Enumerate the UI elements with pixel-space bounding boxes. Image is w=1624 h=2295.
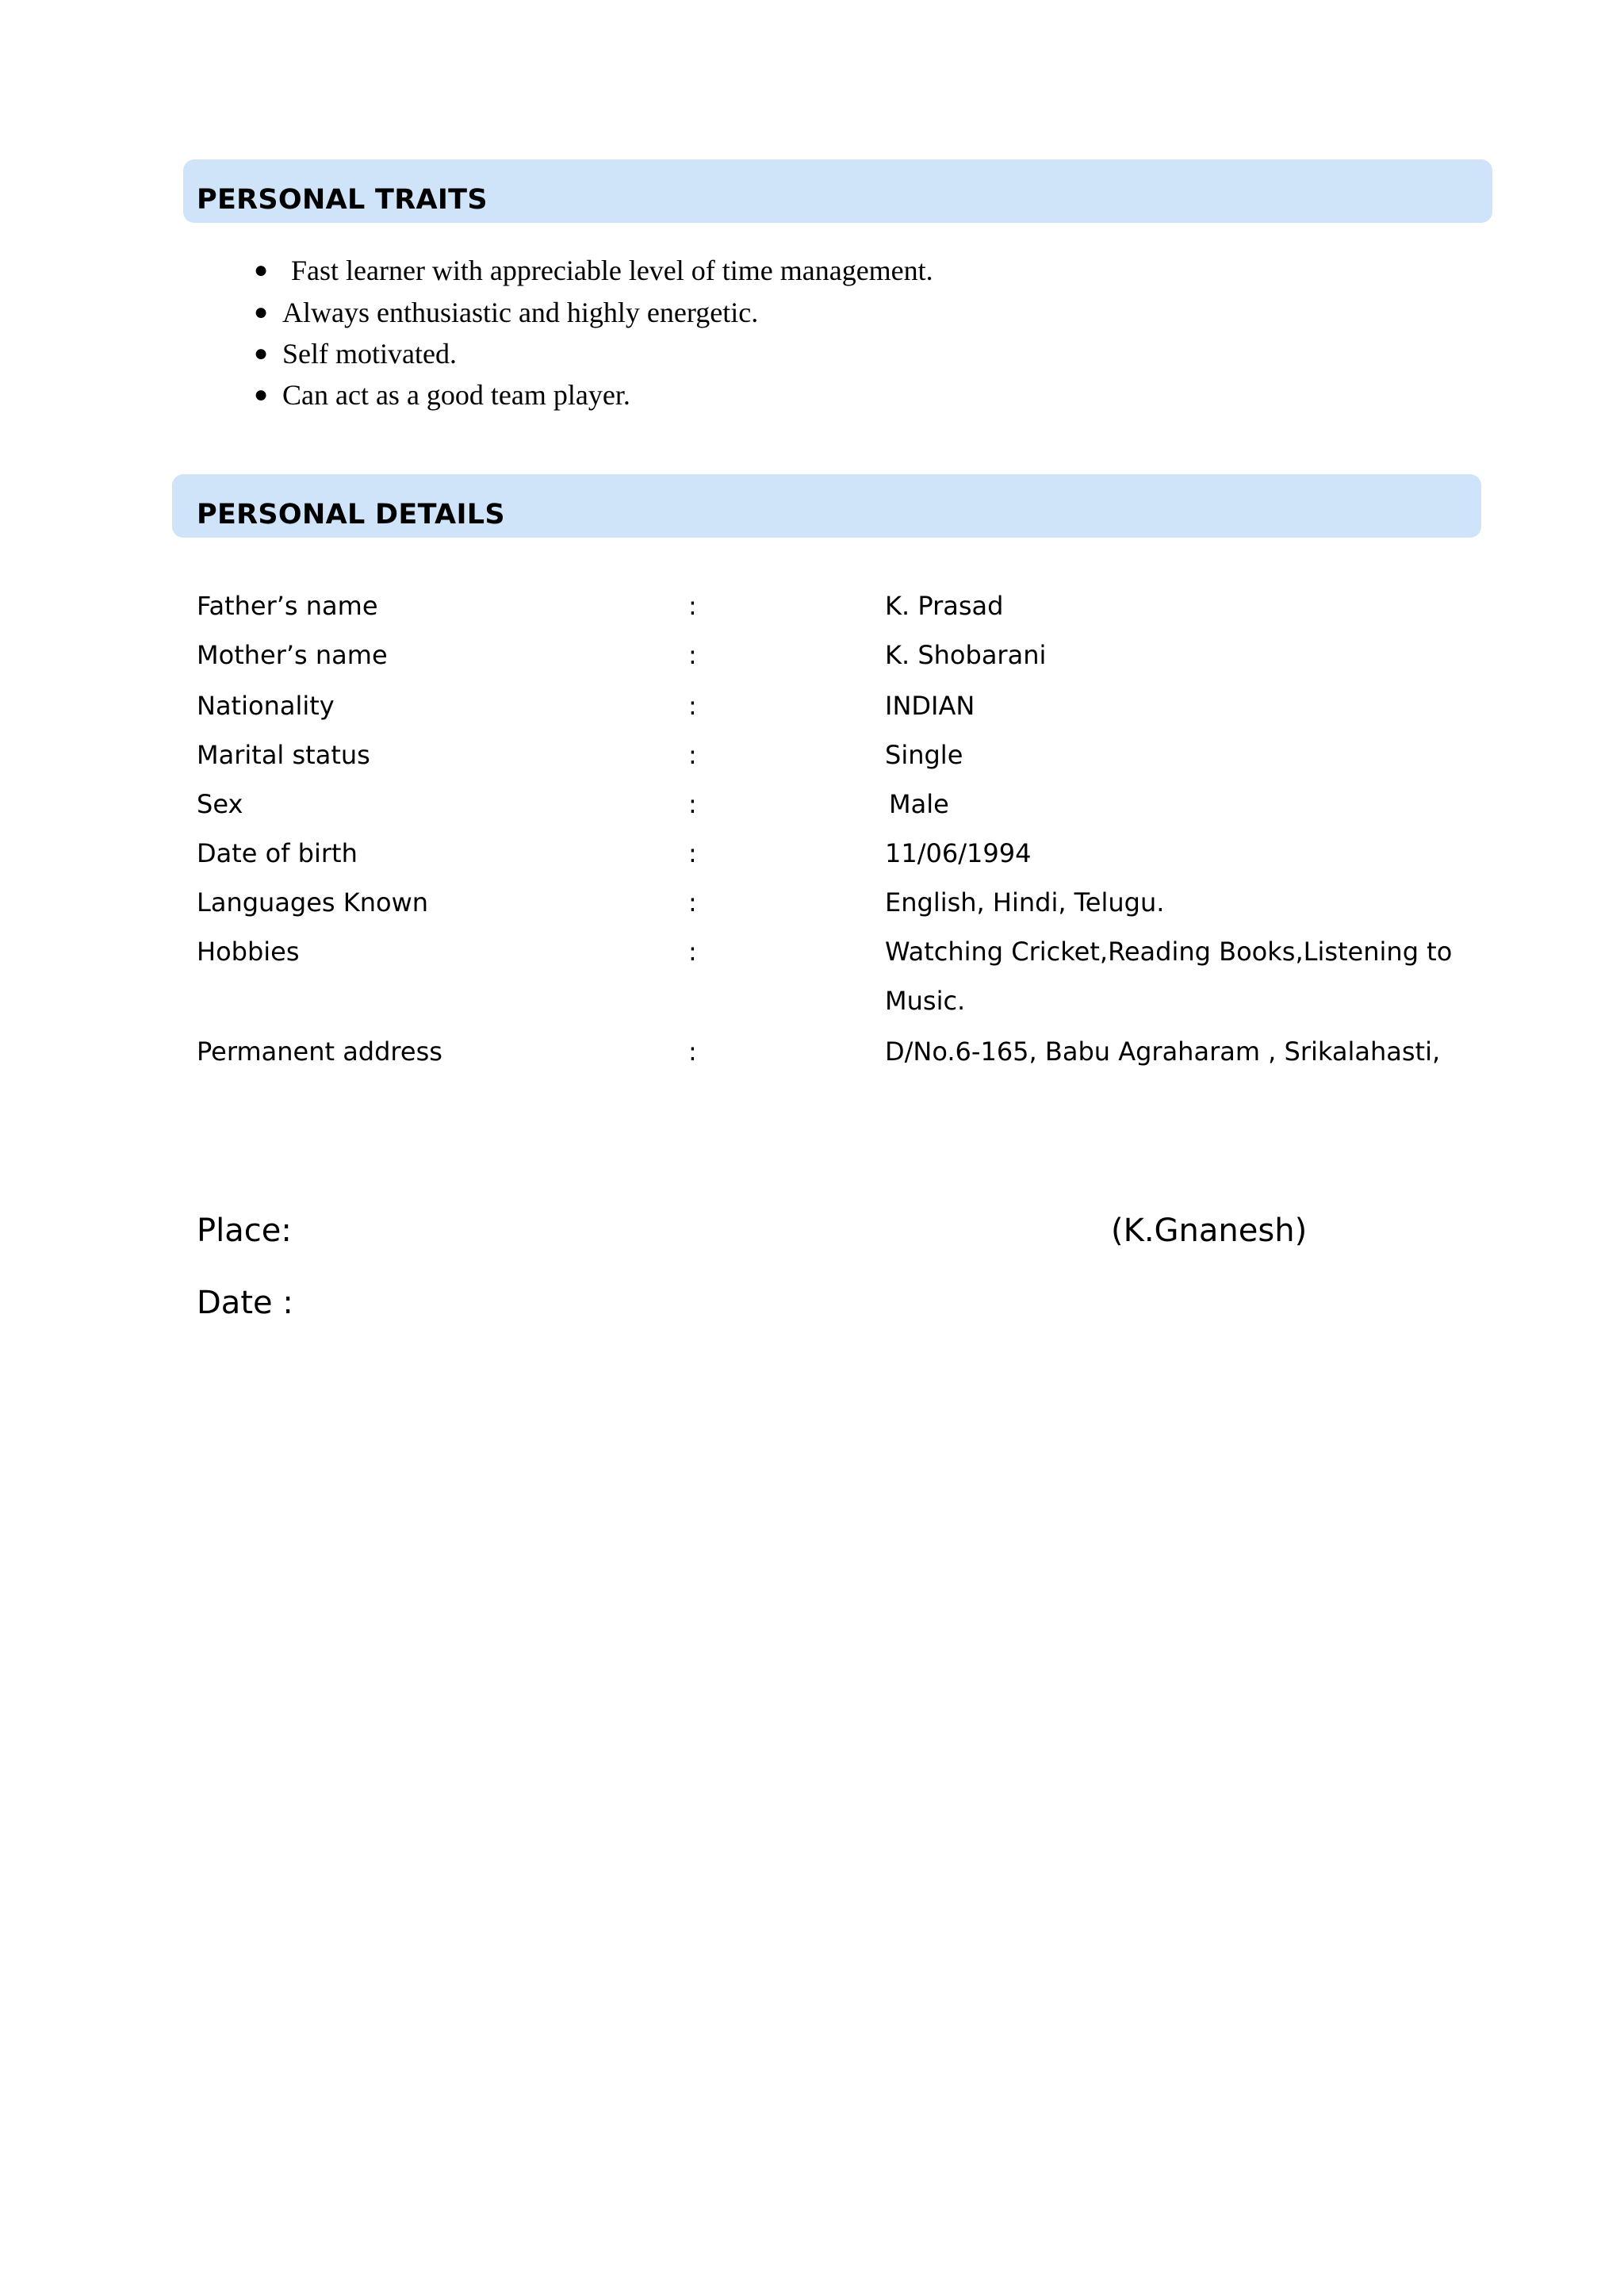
detail-value-hobbies: Watching Cricket,Reading Books,Listening to [885, 937, 1453, 967]
detail-separator: : [688, 887, 697, 918]
place-label: Place: [197, 1213, 292, 1249]
detail-label-permanent-address: Permanent address [197, 1036, 442, 1067]
detail-label-nationality: Nationality [197, 691, 335, 721]
trait-item [254, 378, 630, 412]
trait-item [254, 337, 457, 370]
detail-separator: : [688, 838, 697, 868]
detail-value-nationality: INDIAN [885, 691, 975, 721]
trait-text: Self motivated. [282, 338, 457, 370]
detail-label-hobbies: Hobbies [197, 937, 300, 967]
personal-traits-title: PERSONAL TRAITS [197, 184, 488, 216]
bullet-icon: ● [254, 299, 269, 325]
trait-text: Fast learner with appreciable level of time management. [291, 255, 933, 286]
trait-text: Always enthusiastic and highly energetic. [282, 297, 759, 328]
detail-separator: : [688, 591, 697, 621]
detail-value-date-of-birth: 11/06/1994 [885, 838, 1032, 868]
detail-separator: : [688, 740, 697, 770]
bullet-icon: ● [254, 257, 269, 283]
personal-traits-header [183, 159, 1492, 223]
detail-label-marital-status: Marital status [197, 740, 370, 770]
personal-details-title: PERSONAL DETAILS [197, 499, 505, 531]
trait-item [254, 254, 933, 287]
detail-value-sex: Male [889, 789, 949, 819]
trait-item [254, 296, 759, 329]
detail-separator: : [688, 640, 697, 670]
detail-label-date-of-birth: Date of birth [197, 838, 358, 868]
detail-value-permanent-address: D/No.6-165, Babu Agraharam , Srikalahasti, [885, 1036, 1441, 1067]
bullet-icon: ● [254, 381, 269, 408]
detail-value-languages-known: English, Hindi, Telugu. [885, 887, 1165, 918]
detail-label-sex: Sex [197, 789, 243, 819]
detail-value-mothers-name: K. Shobarani [885, 640, 1047, 670]
detail-separator: : [688, 937, 697, 967]
detail-label-mothers-name: Mother’s name [197, 640, 388, 670]
detail-label-fathers-name: Father’s name [197, 591, 378, 621]
detail-separator: : [688, 1036, 697, 1067]
detail-value-hobbies-continued: Music. [885, 986, 966, 1016]
detail-separator: : [688, 789, 697, 819]
date-label: Date : [197, 1285, 293, 1321]
detail-value-fathers-name: K. Prasad [885, 591, 1004, 621]
detail-separator: : [688, 691, 697, 721]
trait-text: Can act as a good team player. [282, 379, 630, 411]
signature-name: (K.Gnanesh) [1111, 1213, 1308, 1249]
detail-value-marital-status: Single [885, 740, 963, 770]
detail-label-languages-known: Languages Known [197, 887, 429, 918]
bullet-icon: ● [254, 340, 269, 366]
personal-details-header [172, 474, 1481, 538]
